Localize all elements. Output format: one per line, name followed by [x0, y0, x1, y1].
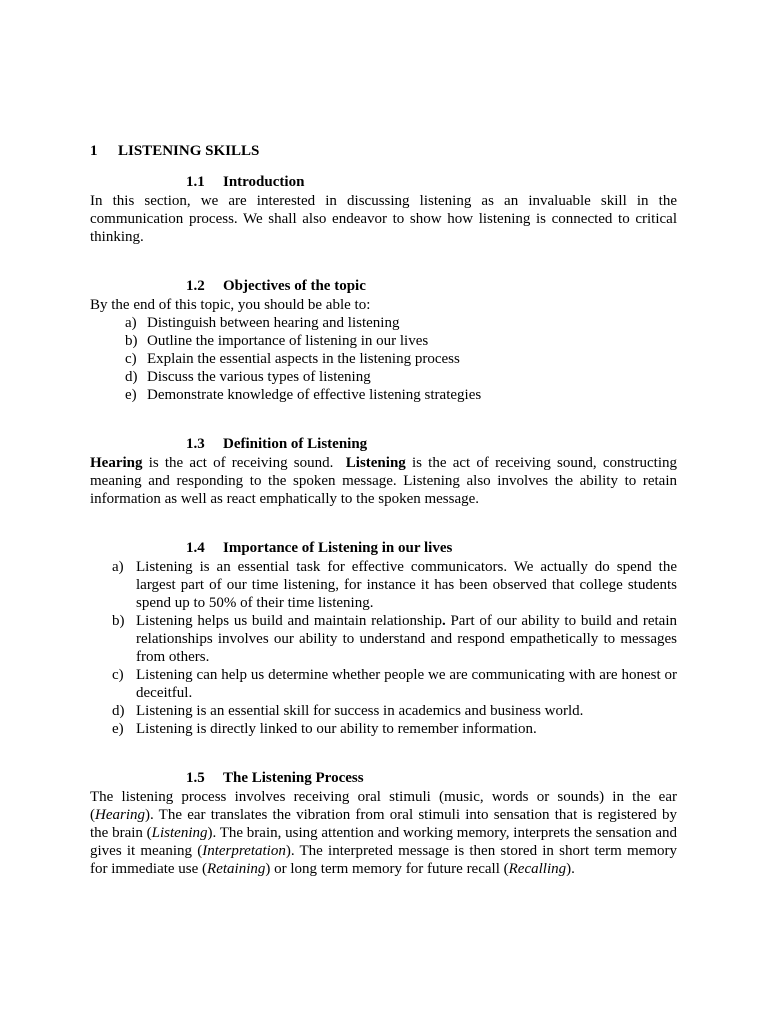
section-number: 1.3: [186, 436, 205, 452]
list-marker: d): [125, 369, 138, 385]
section-heading-objectives: [90, 276, 677, 296]
chapter-title: LISTENING SKILLS: [118, 143, 260, 159]
process-text: ). The brain, using attention and working memory, interprets the sensation and gives it meaning (: [90, 825, 678, 859]
process-term: Listening: [151, 825, 208, 841]
chapter-number: 1: [90, 143, 98, 159]
list-item-text: Demonstrate knowledge of effective listening strategies: [147, 387, 482, 403]
list-marker: a): [125, 315, 137, 331]
section-number: 1.4: [186, 540, 205, 556]
list-marker: d): [112, 703, 125, 719]
definition-text: is the act of receiving sound.: [142, 455, 346, 471]
process-term: Hearing: [95, 807, 145, 823]
process-term: Retaining: [207, 861, 266, 877]
document-page: [90, 141, 677, 878]
section-heading-importance: [90, 538, 677, 558]
section-heading-introduction: [90, 172, 677, 192]
section-number: 1.5: [186, 770, 205, 786]
importance-list: [90, 558, 677, 738]
list-marker: a): [112, 559, 124, 575]
process-text: ). The ear translates the vibration from oral stimuli into sensation that is registered by the brain (: [90, 807, 677, 841]
process-text: ). The interpreted message is then stored in short term memory for immediate use (: [90, 843, 677, 877]
objectives-list: [90, 314, 677, 404]
list-item-text: Explain the essential aspects in the listening process: [147, 351, 460, 367]
introduction-paragraph: In this section, we are interested in discussing listening as an invaluable skill in the communication process. We shall also endeavor to show how listening is connected to critical thinking.: [90, 193, 677, 245]
list-item: [90, 720, 677, 738]
section-title: Objectives of the topic: [223, 278, 366, 294]
list-item-text: Outline the importance of listening in our lives: [147, 333, 429, 349]
list-item: [90, 612, 677, 666]
process-text: The listening process involves receiving oral stimuli (music, words or sounds) in the ear (: [90, 789, 677, 823]
section-number: 1.2: [186, 278, 205, 294]
list-marker: e): [112, 721, 124, 737]
list-item: [90, 332, 677, 350]
list-marker: e): [125, 387, 137, 403]
list-item-text: Discuss the various types of listening: [147, 369, 371, 385]
list-item: [90, 386, 677, 404]
term-hearing: Hearing: [90, 455, 143, 471]
list-item-text: Distinguish between hearing and listening: [147, 315, 400, 331]
objectives-lead: By the end of this topic, you should be able to:: [90, 297, 371, 313]
list-item-text: Listening is an essential task for effective communicators. We actually do spend the largest part of our time listening, for instance it has been observed that college students spend up to 50% of their time listening.: [136, 559, 677, 611]
section-heading-definition: [90, 434, 677, 454]
bold-period: .: [441, 613, 446, 629]
list-item: [90, 368, 677, 386]
chapter-heading: [90, 141, 677, 161]
definition-paragraph: [90, 454, 677, 508]
process-term: Interpretation: [202, 843, 286, 859]
listening-process-paragraph: [90, 788, 677, 878]
list-marker: b): [125, 333, 138, 349]
list-item-text: Listening is directly linked to our ability to remember information.: [136, 721, 537, 737]
list-item: [90, 666, 677, 702]
list-marker: c): [125, 351, 137, 367]
section-title: Definition of Listening: [223, 436, 368, 452]
list-item-text: Part of our ability to build and retain relationships involves our ability to understand and respond empathetically to messages from others.: [136, 613, 677, 665]
list-item-text: Listening is an essential skill for success in academics and business world.: [136, 703, 584, 719]
list-item-text: Listening helps us build and maintain relationship: [136, 613, 442, 629]
list-marker: b): [112, 613, 125, 629]
process-text: ).: [566, 861, 575, 877]
definition-text: is the act of receiving sound, constructing meaning and responding to the spoken message. Listening also involves the ability to retain information as well as react emphatically to the spoken message.: [90, 455, 677, 507]
term-listening: Listening: [345, 455, 406, 471]
list-marker: c): [112, 667, 124, 683]
process-text: ) or long term memory for future recall (: [265, 861, 509, 877]
section-number: 1.1: [186, 174, 205, 190]
section-heading-listening-process: [90, 768, 677, 788]
section-title: The Listening Process: [223, 770, 364, 786]
section-title: Introduction: [223, 174, 305, 190]
process-term: Recalling: [508, 861, 567, 877]
list-item: [90, 350, 677, 368]
list-item: [90, 702, 677, 720]
list-item: [90, 558, 677, 612]
list-item-text: Listening can help us determine whether people we are communicating with are honest or deceitful.: [136, 667, 677, 701]
section-title: Importance of Listening in our lives: [223, 540, 453, 556]
list-item: [90, 314, 677, 332]
